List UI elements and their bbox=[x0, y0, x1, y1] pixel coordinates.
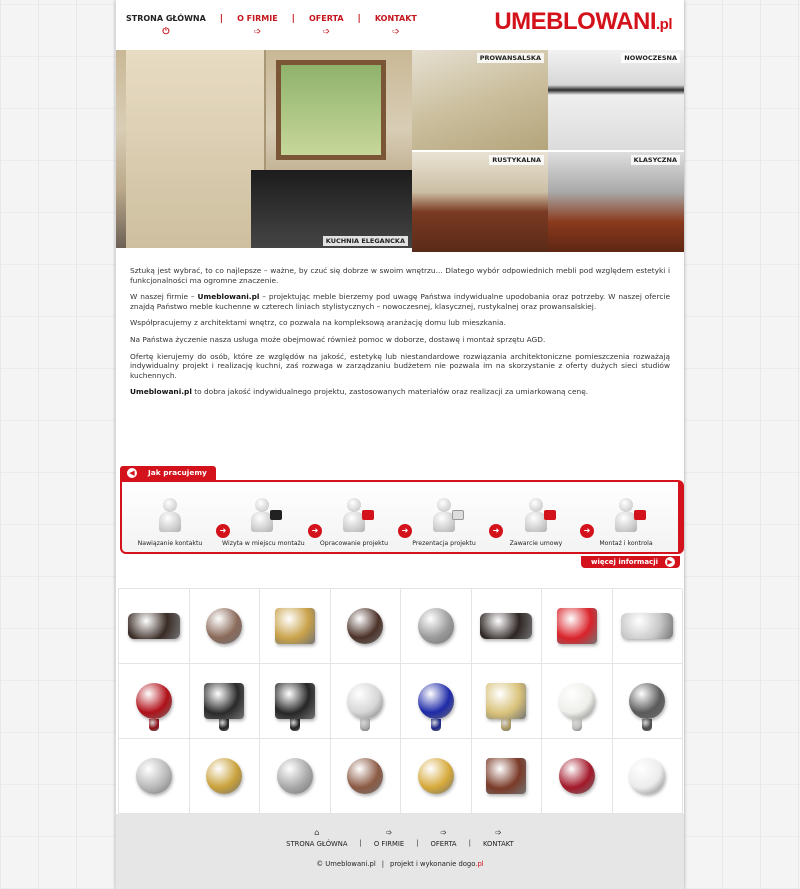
process-section bbox=[116, 466, 684, 576]
step-label: Opracowanie projektu bbox=[319, 540, 389, 547]
thumb-caption: RUSTYKALNA bbox=[489, 155, 544, 165]
step-label: Prezentacja projektu bbox=[412, 540, 476, 547]
step-design[interactable] bbox=[314, 496, 394, 552]
paragraph bbox=[130, 387, 670, 397]
footer-link-label: KONTAKT bbox=[482, 840, 514, 848]
nav-item-offer[interactable] bbox=[295, 14, 358, 37]
product-cell[interactable] bbox=[472, 739, 543, 814]
nav-separator: | bbox=[219, 14, 224, 24]
footer bbox=[116, 814, 684, 889]
handshake-figure-icon bbox=[150, 496, 190, 534]
arrow-right-icon: ➜ bbox=[489, 524, 503, 538]
arrow-right-icon: ➜ bbox=[216, 524, 230, 538]
product-cell[interactable] bbox=[260, 664, 331, 739]
step-label: Zawarcie umowy bbox=[509, 540, 563, 547]
knob-image bbox=[277, 758, 313, 794]
product-cell[interactable] bbox=[260, 739, 331, 814]
knob-image bbox=[559, 683, 595, 719]
paragraph: Na Państwa życzenie nasza usługa może obejmować również pomoc w doborze, dostawę i montaż sprzętu AGD. bbox=[130, 334, 546, 344]
product-cell[interactable] bbox=[331, 664, 402, 739]
knob-image bbox=[275, 683, 315, 719]
knob-image bbox=[418, 683, 454, 719]
footer-link-label: STRONA GŁÓWNA bbox=[286, 840, 348, 848]
text-span: to dobra jakość indywidualnego projektu, zastosowanych materiałów oraz realizacji za umiarkowaną cenę. bbox=[191, 387, 589, 397]
credit-tld: .pl bbox=[475, 860, 484, 868]
knob-image bbox=[347, 683, 383, 719]
footer-separator: | bbox=[359, 839, 362, 847]
step-installation[interactable] bbox=[586, 496, 666, 552]
product-cell[interactable] bbox=[542, 739, 613, 814]
step-label: Montaż i kontrola bbox=[599, 540, 653, 547]
product-cell[interactable] bbox=[190, 739, 261, 814]
product-cell[interactable] bbox=[331, 739, 402, 814]
thumb-caption: PROWANSALSKA bbox=[477, 53, 544, 63]
more-info-label: więcej informacji bbox=[590, 558, 658, 566]
logo-tld: .pl bbox=[656, 16, 672, 33]
brand-name: Umeblowani.pl bbox=[130, 387, 192, 397]
board-figure-icon bbox=[424, 496, 464, 534]
product-cell[interactable] bbox=[613, 664, 684, 739]
arrow-right-icon: ➩ bbox=[385, 828, 393, 837]
product-cell[interactable] bbox=[472, 589, 543, 664]
knob-image bbox=[128, 613, 180, 639]
text-span: W naszej firmie – bbox=[130, 292, 198, 302]
process-steps-box bbox=[120, 480, 684, 554]
knob-image bbox=[629, 758, 665, 794]
arrow-right-icon: ➩ bbox=[392, 27, 400, 37]
product-cell[interactable] bbox=[401, 739, 472, 814]
nav-label: KONTAKT bbox=[374, 14, 417, 23]
product-cell[interactable] bbox=[190, 664, 261, 739]
step-label: Nawiązanie kontaktu bbox=[137, 540, 203, 547]
page-container bbox=[116, 0, 684, 889]
footer-separator: | bbox=[468, 839, 471, 847]
site-logo[interactable] bbox=[494, 8, 672, 36]
product-cell[interactable] bbox=[542, 664, 613, 739]
footer-navigation bbox=[116, 828, 684, 848]
product-cell[interactable] bbox=[119, 664, 190, 739]
knob-image bbox=[418, 608, 454, 644]
desk-figure-icon bbox=[334, 496, 374, 534]
footer-link-offer[interactable] bbox=[419, 828, 469, 848]
power-icon: ⏻ bbox=[162, 27, 170, 37]
footer-link-contact[interactable] bbox=[468, 828, 526, 848]
nav-item-about[interactable] bbox=[223, 14, 292, 37]
thumb-caption: NOWOCZESNA bbox=[621, 53, 680, 63]
arrow-left-icon: ◀ bbox=[127, 468, 137, 478]
copyright-text: © Umeblowani.pl bbox=[316, 860, 376, 868]
paragraph: Ofertę kierujemy do osób, które ze względów na jakość, estetykę lub niestandardowe rozwiązania architektoniczne pomieszczenia rozważają indywidualny projekt i realizację kuchni, zaś rozwaga w zarządzaniu budżetem nie pozwala im na skorzystanie z oferty dużych sieci studiów kuchennych. bbox=[130, 351, 670, 380]
footer-copyright bbox=[116, 860, 684, 868]
paragraph bbox=[130, 292, 670, 311]
thumb-klasyczna[interactable] bbox=[548, 152, 684, 252]
step-presentation[interactable] bbox=[404, 496, 484, 552]
product-cell[interactable] bbox=[260, 589, 331, 664]
step-contact[interactable] bbox=[130, 496, 210, 552]
arrow-right-icon: ➩ bbox=[440, 828, 447, 837]
cabinet-shape bbox=[126, 50, 266, 248]
arrow-right-icon: ➜ bbox=[580, 524, 594, 538]
thumb-rustykalna[interactable] bbox=[412, 152, 548, 252]
knob-image bbox=[621, 613, 673, 639]
arrow-right-icon: ➜ bbox=[308, 524, 322, 538]
paragraph: Współpracujemy z architektami wnętrz, co pozwala na kompleksową aranżację domu lub mieszkania. bbox=[130, 318, 506, 328]
knob-image bbox=[557, 608, 597, 644]
nav-separator: | bbox=[357, 14, 361, 24]
arrow-right-icon: ➜ bbox=[398, 524, 412, 538]
arrow-right-icon: ▶ bbox=[665, 557, 675, 567]
knob-image bbox=[418, 758, 454, 794]
thumb-nowoczesna[interactable] bbox=[548, 50, 684, 150]
knob-image bbox=[486, 683, 526, 719]
brand-name: Umeblowani.pl bbox=[197, 292, 260, 302]
knob-image bbox=[136, 758, 172, 794]
knob-image bbox=[136, 683, 172, 719]
process-tab[interactable] bbox=[120, 466, 216, 480]
home-icon: ⌂ bbox=[314, 828, 320, 837]
step-contract[interactable] bbox=[496, 496, 576, 552]
arrow-right-icon: ➩ bbox=[253, 27, 262, 37]
product-cell[interactable] bbox=[190, 589, 261, 664]
knob-image bbox=[559, 758, 595, 794]
footer-separator: | bbox=[381, 860, 385, 868]
product-cell[interactable] bbox=[542, 589, 613, 664]
camera-figure-icon bbox=[242, 496, 282, 534]
knob-image bbox=[629, 683, 665, 719]
product-cell[interactable] bbox=[119, 589, 190, 664]
nav-label: OFERTA bbox=[308, 14, 344, 23]
product-cell[interactable] bbox=[613, 589, 684, 664]
step-visit[interactable] bbox=[222, 496, 305, 552]
product-cell[interactable] bbox=[613, 739, 684, 814]
footer-link-home[interactable] bbox=[274, 828, 359, 848]
more-info-button[interactable] bbox=[581, 556, 680, 568]
knob-image bbox=[486, 758, 526, 794]
credit-link[interactable] bbox=[390, 860, 484, 868]
logo-name: UMEBLOWANI bbox=[494, 8, 656, 35]
knob-image bbox=[347, 608, 383, 644]
arrow-right-icon: ➩ bbox=[322, 27, 331, 37]
footer-link-about[interactable] bbox=[359, 828, 419, 848]
thumb-caption: KLASYCZNA bbox=[631, 155, 680, 165]
tools-figure-icon bbox=[606, 496, 646, 534]
product-grid bbox=[118, 588, 682, 814]
nav-item-contact[interactable] bbox=[361, 14, 431, 37]
product-cell[interactable] bbox=[472, 664, 543, 739]
hero-caption: KUCHNIA ELEGANCKA bbox=[323, 236, 408, 246]
footer-link-label: O FIRMIE bbox=[373, 840, 405, 848]
product-cell[interactable] bbox=[401, 664, 472, 739]
footer-separator: | bbox=[416, 839, 419, 847]
knob-image bbox=[347, 758, 383, 794]
nav-label: O FIRMIE bbox=[237, 14, 278, 23]
product-cell[interactable] bbox=[331, 589, 402, 664]
nav-separator: | bbox=[291, 14, 295, 24]
knob-image bbox=[275, 608, 315, 644]
window-shape bbox=[276, 60, 386, 160]
footer-link-label: OFERTA bbox=[430, 840, 457, 848]
step-label: Wizyta w miejscu montażu bbox=[222, 540, 305, 547]
kitchen-gallery bbox=[116, 50, 684, 252]
knob-image bbox=[204, 683, 244, 719]
process-tab-label: Jak pracujemy bbox=[148, 468, 207, 477]
text-span: – projektując meble bierzemy pod uwagę Państwa indywidualne upodobania oraz potrzeby. W naszej ofercie znajdą Państwo meble kuchenne w czterech liniach stylistycznych – nowoczesnej, klasycznej, rustykalnej oraz prowansalskiej. bbox=[130, 292, 670, 311]
hero-image-kitchen[interactable] bbox=[116, 50, 412, 248]
nav-label: STRONA GŁÓWNA bbox=[126, 14, 206, 23]
paragraph: Sztuką jest wybrać, to co najlepsze – ważne, by czuć się dobrze w swoim wnętrzu... Dlatego wybór odpowiednich mebli pod względem estetyki i funkcjonalności ma ogromne znaczenie. bbox=[130, 266, 670, 285]
product-cell[interactable] bbox=[119, 739, 190, 814]
knob-image bbox=[206, 608, 242, 644]
arrow-right-icon: ➩ bbox=[495, 828, 502, 837]
top-navigation bbox=[126, 14, 431, 37]
knob-image bbox=[206, 758, 242, 794]
intro-text bbox=[130, 266, 670, 404]
product-cell[interactable] bbox=[401, 589, 472, 664]
knob-image bbox=[480, 613, 532, 639]
credit-text: projekt i wykonanie dogo bbox=[390, 860, 476, 868]
thumb-prowansalska[interactable] bbox=[412, 50, 548, 150]
document-figure-icon bbox=[516, 496, 556, 534]
nav-item-home[interactable] bbox=[126, 14, 220, 37]
